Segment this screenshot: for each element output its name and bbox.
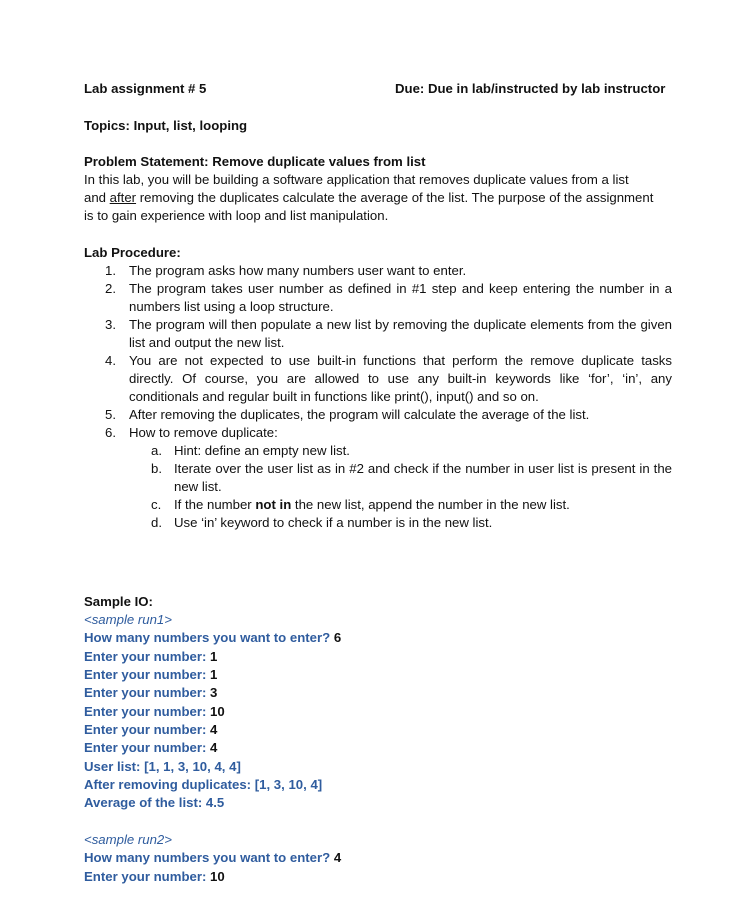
number-answer: 10 xyxy=(210,869,225,884)
substep-letter: b. xyxy=(151,461,162,476)
step-text: How to remove duplicate: xyxy=(129,425,278,440)
procedure-heading: Lab Procedure: xyxy=(84,245,181,260)
step-number: 4. xyxy=(105,353,116,368)
number-prompt: Enter your number: xyxy=(84,869,207,884)
topics: Topics: Input, list, looping xyxy=(84,118,248,133)
sample-run2-label: <sample run2> xyxy=(84,832,172,847)
substep-letter: a. xyxy=(151,443,162,458)
run1-input-line xyxy=(84,648,217,666)
number-prompt: Enter your number: xyxy=(84,685,207,700)
underlined-after: after xyxy=(109,190,137,205)
run1-user-list: User list: [1, 1, 3, 10, 4, 4] xyxy=(84,759,241,774)
substep-text: Iterate over the user list as in #2 and check if the number in user list is present in the new list. xyxy=(174,461,672,494)
sample-io-heading: Sample IO: xyxy=(84,594,153,609)
run1-input-line xyxy=(84,684,217,702)
problem-line-2 xyxy=(84,189,653,207)
step-text: After removing the duplicates, the program will calculate the average of the list. xyxy=(129,407,590,422)
number-answer: 1 xyxy=(210,667,218,682)
run1-average: Average of the list: 4.5 xyxy=(84,795,225,810)
substep xyxy=(129,514,672,532)
substep xyxy=(129,460,672,496)
step-number: 3. xyxy=(105,317,116,332)
run1-count-line xyxy=(84,629,341,647)
step-text: The program will then populate a new list by removing the duplicate elements from the given list and output the new list. xyxy=(129,317,672,350)
problem-line-2-rest: removing the duplicates calculate the average of the list. The purpose of the assignment xyxy=(136,190,654,205)
procedure-step xyxy=(84,280,672,316)
run1-input-line xyxy=(84,703,225,721)
count-answer: 4 xyxy=(333,850,342,865)
step-text: The program asks how many numbers user want to enter. xyxy=(129,263,467,278)
step-number: 2. xyxy=(105,281,116,296)
step-text: The program takes user number as defined in #1 step and keep entering the number in a numbers list using a loop structure. xyxy=(129,281,672,314)
procedure-steps xyxy=(84,262,672,532)
problem-line-1: In this lab, you will be building a software application that removes duplicate values from a list xyxy=(84,172,629,187)
procedure-step xyxy=(84,406,672,424)
due-date: Due: Due in lab/instructed by lab instructor xyxy=(395,81,666,96)
procedure-step xyxy=(84,262,672,280)
substep xyxy=(129,442,672,460)
number-answer: 3 xyxy=(210,685,218,700)
number-answer: 1 xyxy=(210,649,218,664)
procedure-step xyxy=(84,424,672,532)
assignment-title: Lab assignment # 5 xyxy=(84,81,207,96)
sample-run1-label: <sample run1> xyxy=(84,612,172,627)
number-prompt: Enter your number: xyxy=(84,649,207,664)
problem-line-2-start: and xyxy=(84,190,110,205)
procedure-step xyxy=(84,352,672,406)
count-answer: 6 xyxy=(333,630,342,645)
number-prompt: Enter your number: xyxy=(84,704,207,719)
run2-input-line xyxy=(84,868,225,886)
run1-input-line xyxy=(84,666,217,684)
remove-duplicate-substeps xyxy=(129,442,672,532)
substep-text-rest: the new list, append the number in the new list. xyxy=(291,497,570,512)
run1-after-removing: After removing duplicates: [1, 3, 10, 4] xyxy=(84,777,323,792)
substep-letter: c. xyxy=(151,497,162,512)
number-answer: 4 xyxy=(210,722,218,737)
number-answer: 4 xyxy=(210,740,218,755)
problem-heading: Problem Statement: Remove duplicate values from list xyxy=(84,154,426,169)
run2-count-line xyxy=(84,849,341,867)
number-prompt: Enter your number: xyxy=(84,722,207,737)
run1-input-line xyxy=(84,739,217,757)
count-prompt: How many numbers you want to enter? xyxy=(84,850,331,865)
step-text: You are not expected to use built-in functions that perform the remove duplicate tasks directly. Of course, you are allowed to use any built-in keywords like ‘for’, ‘in’, any conditionals and regular built in functions like print(), input() and so on. xyxy=(129,353,672,404)
procedure-step xyxy=(84,316,672,352)
problem-line-3: is to gain experience with loop and list manipulation. xyxy=(84,208,389,223)
substep xyxy=(129,496,672,514)
substep-text: Use ‘in’ keyword to check if a number is in the new list. xyxy=(174,515,493,530)
run1-input-line xyxy=(84,721,217,739)
substep-text: Hint: define an empty new list. xyxy=(174,443,350,458)
step-number: 6. xyxy=(105,425,116,440)
number-prompt: Enter your number: xyxy=(84,667,207,682)
substep-text-start: If the number xyxy=(174,497,256,512)
substep-letter: d. xyxy=(151,515,162,530)
step-number: 1. xyxy=(105,263,116,278)
number-prompt: Enter your number: xyxy=(84,740,207,755)
count-prompt: How many numbers you want to enter? xyxy=(84,630,331,645)
number-answer: 10 xyxy=(210,704,225,719)
step-number: 5. xyxy=(105,407,116,422)
substep-bold-not-in: not in xyxy=(255,497,292,512)
